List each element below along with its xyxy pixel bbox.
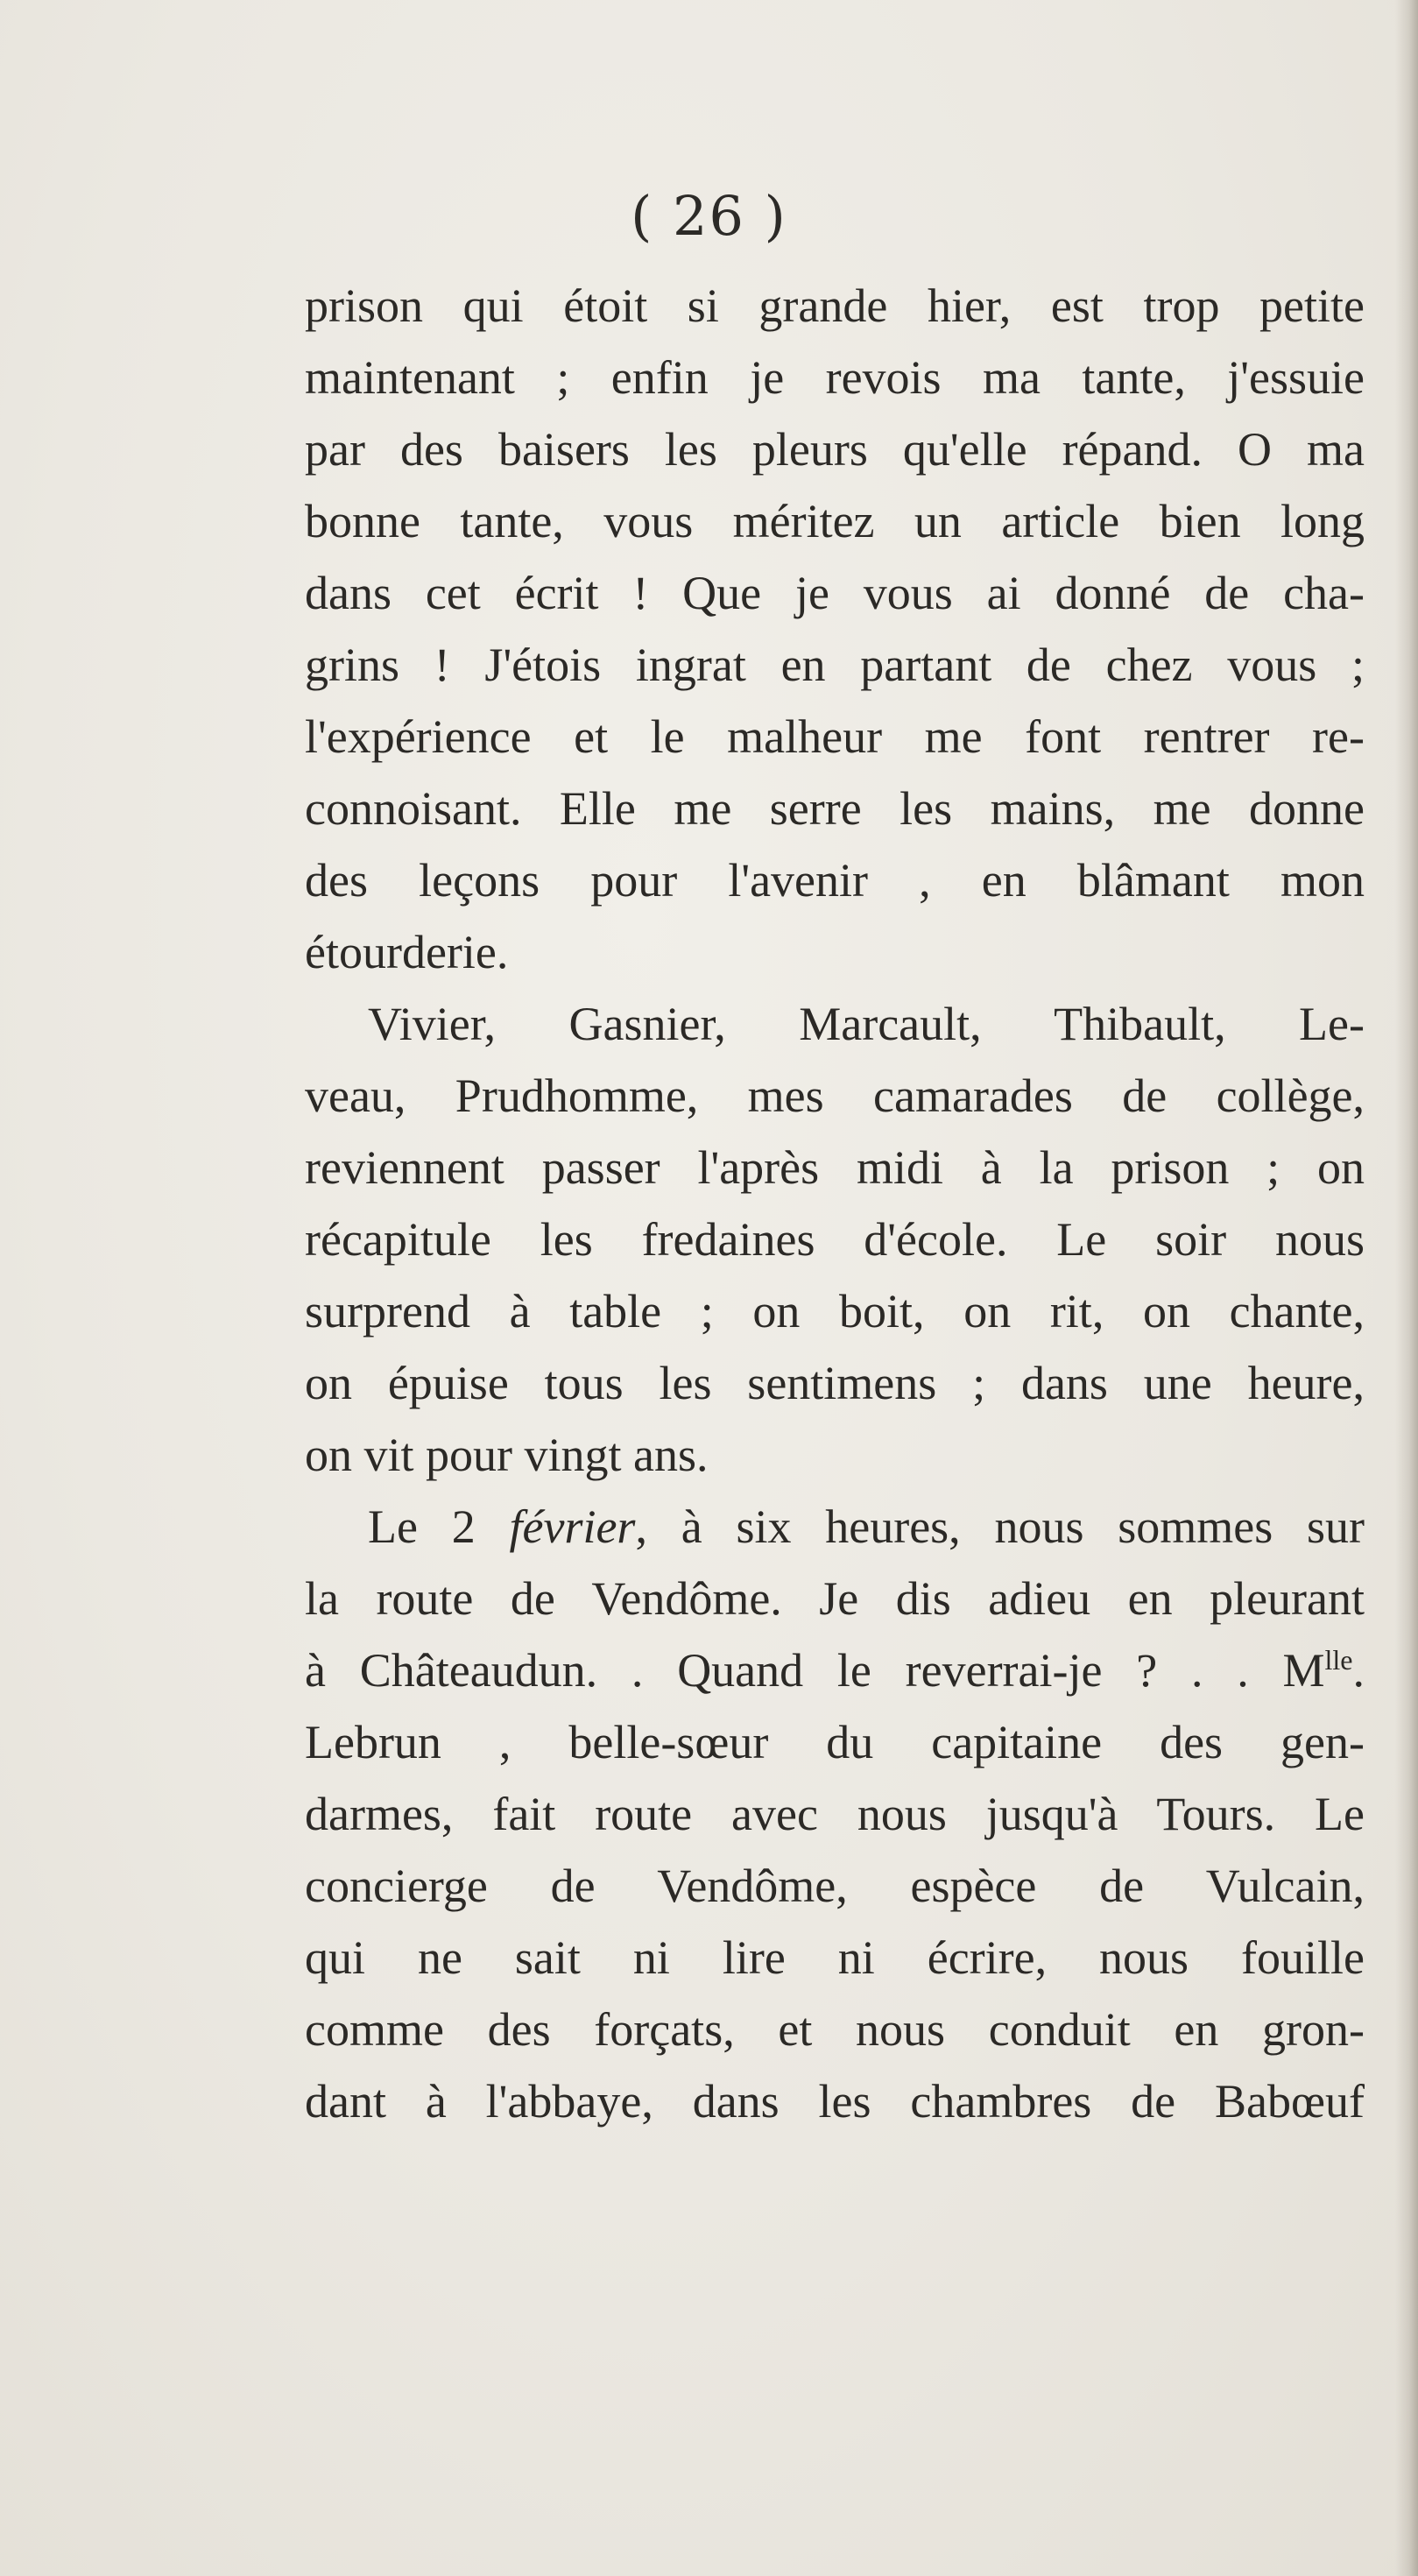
paragraph-1 [305, 270, 1365, 988]
paragraph-2 [305, 988, 1365, 1491]
superscript-abbrev: lle [1324, 1644, 1353, 1676]
text-line: on épuise tous les sentimens ; dans une heure, [305, 1357, 1365, 1409]
text-line: l'expérience et le malheur me font rentrer re- [305, 710, 1365, 763]
text-fragment: , à six heures, nous sommes sur [635, 1500, 1365, 1553]
text-line: dant à l'abbaye, dans les chambres de Babœuf [305, 2075, 1365, 2128]
text-line: Lebrun , belle-sœur du capitaine des gen- [305, 1716, 1365, 1768]
text-line: des leçons pour l'avenir , en blâmant mon [305, 854, 1365, 907]
text-line: reviennent passer l'après midi à la prison ; on [305, 1141, 1365, 1194]
paragraph-3 [305, 1491, 1365, 2137]
text-line: grins ! J'étois ingrat en partant de chez vous ; [305, 639, 1365, 691]
text-line: dans cet écrit ! Que je vous ai donné de cha- [305, 567, 1365, 619]
text-line: par des baisers les pleurs qu'elle répand. O ma [305, 423, 1365, 476]
text-line: darmes, fait route avec nous jusqu'à Tours. Le [305, 1788, 1365, 1840]
text-fragment: Le 2 [368, 1500, 510, 1553]
text-line: maintenant ; enfin je revois ma tante, j'essuie [305, 351, 1365, 404]
text-line: veau, Prudhomme, mes camarades de collège, [305, 1069, 1365, 1122]
text-fragment: . [1352, 1644, 1365, 1697]
text-line: comme des forçats, et nous conduit en gron- [305, 2003, 1365, 2056]
body-text [305, 270, 1365, 2137]
text-line: qui ne sait ni lire ni écrire, nous fouille [305, 1931, 1365, 1984]
text-line: bonne tante, vous méritez un article bien long [305, 495, 1365, 547]
text-line [305, 1634, 1365, 1706]
spine-shadow [1395, 0, 1418, 2576]
italic-date: février [509, 1500, 636, 1553]
text-line: on vit pour vingt ans. [305, 1429, 709, 1481]
text-line: prison qui étoit si grande hier, est trop petite [305, 279, 1365, 332]
text-line [305, 1491, 1365, 1563]
text-fragment: à Châteaudun. . Quand le reverrai-je ? . . M [305, 1644, 1325, 1697]
text-line: surprend à table ; on boit, on rit, on chante, [305, 1285, 1365, 1337]
text-line: connoisant. Elle me serre les mains, me donne [305, 782, 1365, 835]
text-line: Vivier, Gasnier, Marcault, Thibault, Le- [368, 998, 1365, 1050]
text-line: étourderie. [305, 926, 509, 978]
page-number: ( 26 ) [631, 184, 787, 248]
text-line: la route de Vendôme. Je dis adieu en pleurant [305, 1572, 1365, 1625]
text-line: récapitule les fredaines d'école. Le soir nous [305, 1213, 1365, 1266]
text-line: concierge de Vendôme, espèce de Vulcain, [305, 1860, 1365, 1912]
